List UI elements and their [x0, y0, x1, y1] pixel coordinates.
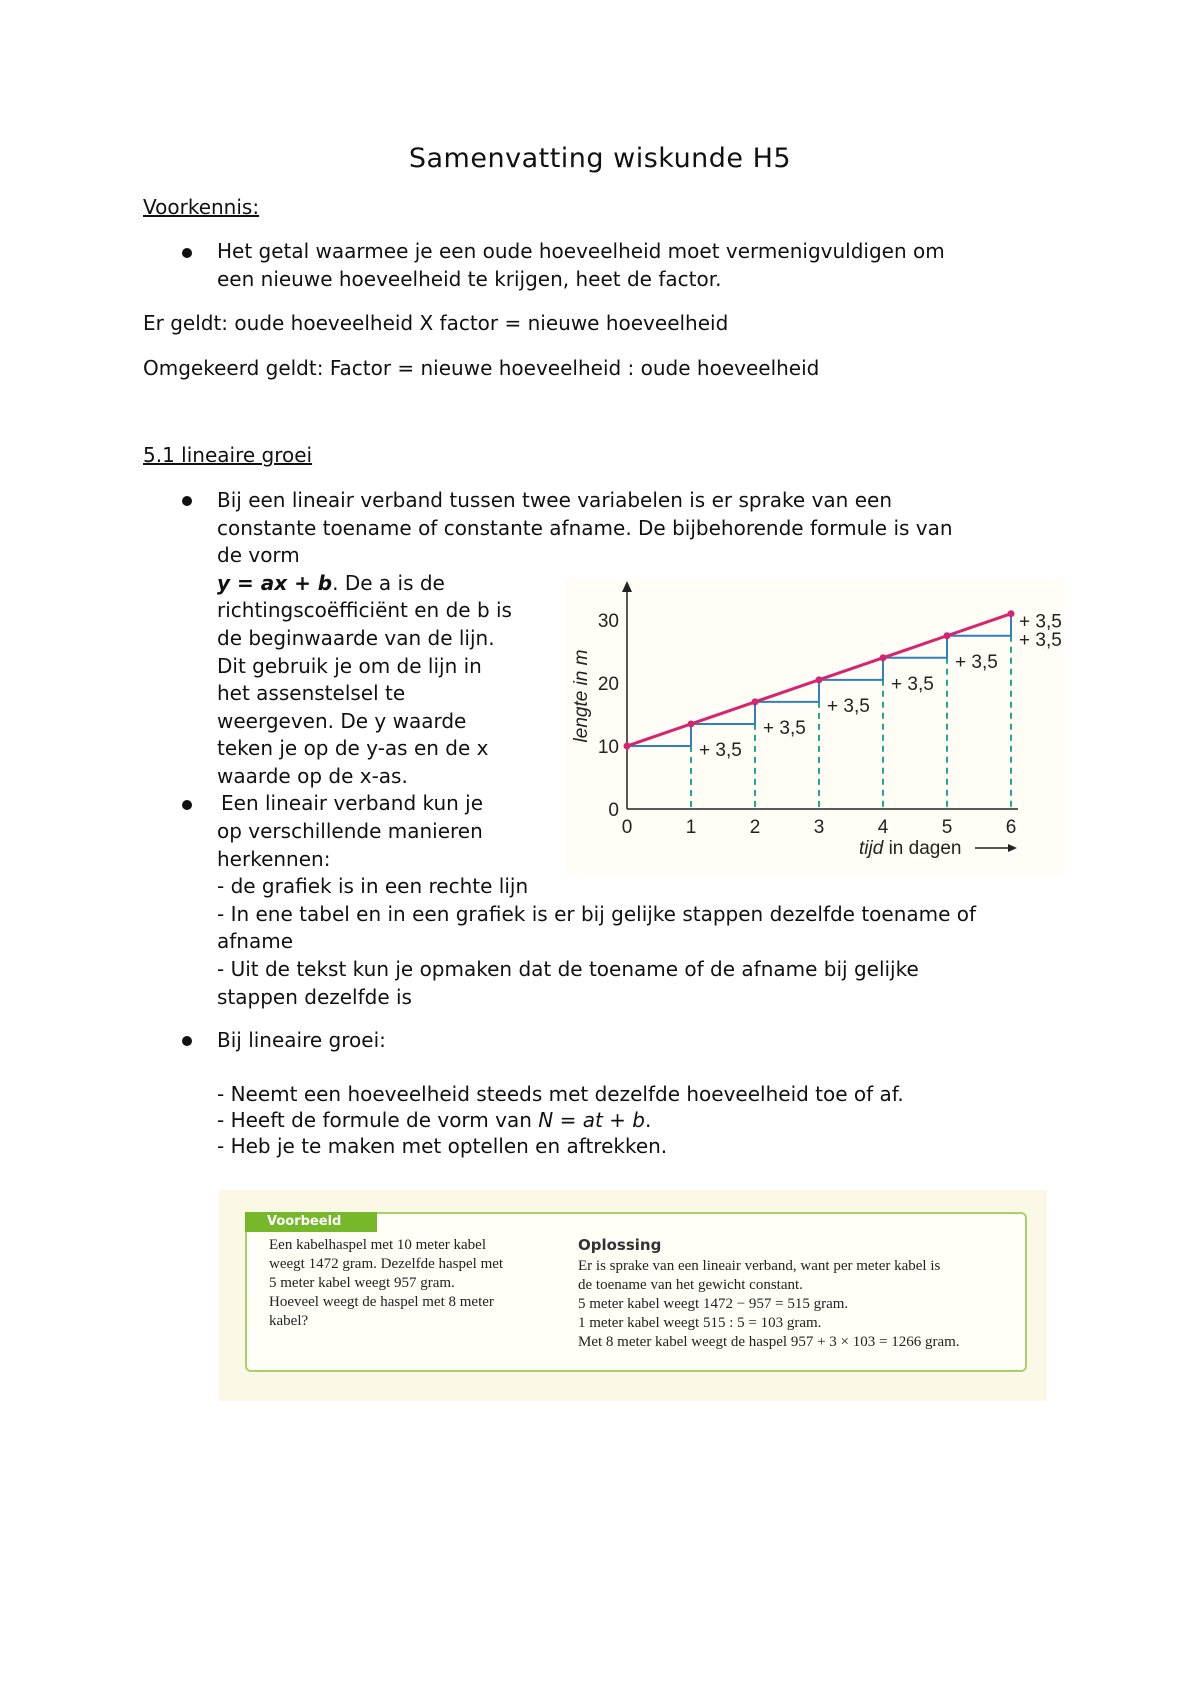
step-label: + 3,5	[955, 651, 998, 673]
solution-line: de toename van het gewicht constant.	[578, 1277, 803, 1293]
text-line: het assenstelsel te	[217, 681, 406, 705]
text-line: Bij lineaire groei:	[217, 1028, 386, 1052]
solution-line: 1 meter kabel weegt 515 : 5 = 103 gram.	[578, 1315, 822, 1331]
x-tick-label: 5	[941, 817, 953, 838]
text-line: - Heb je te maken met optellen en aftrekken.	[217, 1134, 668, 1158]
x-tick-label: 6	[1005, 817, 1017, 838]
y-tick-label: 20	[597, 674, 619, 695]
solution-heading: Oplossing	[578, 1236, 662, 1254]
linear-growth-chart	[565, 578, 1065, 874]
x-axis-label-rest: in dagen	[883, 838, 962, 859]
text-line: stappen dezelfde is	[217, 985, 412, 1009]
x-axis-label	[859, 838, 961, 859]
text-line: afname	[217, 929, 294, 953]
step-label: + 3,5	[827, 695, 870, 717]
question-line: weegt 1472 gram. Dezelfde haspel met	[269, 1256, 504, 1272]
solution-line: 5 meter kabel weegt 1472 − 957 = 515 gram.	[578, 1296, 849, 1312]
example-tab: Voorbeeld	[245, 1212, 377, 1232]
data-point	[752, 698, 759, 705]
step-label: + 3,5	[1019, 629, 1062, 651]
data-point	[816, 676, 823, 683]
text-line: op verschillende manieren	[217, 819, 483, 843]
data-point	[1008, 610, 1015, 617]
y-tick-label: 0	[608, 800, 619, 821]
text-line: Een lineair verband kun je	[221, 791, 484, 815]
y-tick-label: 10	[597, 737, 619, 758]
rule-line: Er geldt: oude hoeveelheid X factor = nieuwe hoeveelheid	[143, 311, 729, 335]
question-line: Hoeveel weegt de haspel met 8 meter	[269, 1294, 494, 1310]
y-axis-label: lengte in m	[571, 649, 592, 743]
question-line: kabel?	[269, 1313, 309, 1329]
voorkennis-bullet-line1: Het getal waarmee je een oude hoeveelheid moet vermenigvuldigen om	[217, 239, 945, 263]
bullet	[182, 248, 192, 258]
formula-line	[217, 1107, 651, 1135]
inverse-rule-line: Omgekeerd geldt: Factor = nieuwe hoeveelheid : oude hoeveelheid	[143, 356, 820, 380]
text-line: weergeven. De y waarde	[217, 709, 467, 733]
x-axis-label-italic: tijd	[859, 838, 884, 859]
question-line: Een kabelhaspel met 10 meter kabel	[269, 1237, 486, 1253]
x-tick-label: 1	[685, 817, 697, 838]
text-line: Bij een lineair verband tussen twee variabelen is er sprake van een	[217, 488, 892, 512]
x-tick-label: 4	[877, 817, 889, 838]
text-line: teken je op de y-as en de x	[217, 736, 489, 760]
text-fragment: - Heeft de formule de vorm van	[217, 1108, 539, 1132]
formula: N = at + b	[538, 1108, 645, 1132]
x-tick-label: 2	[749, 817, 761, 838]
text-fragment: .	[644, 1108, 652, 1132]
text-line: de beginwaarde van de lijn.	[217, 626, 495, 650]
text-line: - Neemt een hoeveelheid steeds met dezelfde hoeveelheid toe of af.	[217, 1082, 904, 1106]
question-line: 5 meter kabel weegt 957 gram.	[269, 1275, 455, 1291]
voorkennis-bullet-line2: een nieuwe hoeveelheid te krijgen, heet de factor.	[217, 267, 722, 291]
step-label: + 3,5	[1019, 611, 1062, 633]
text-line: constante toename of constante afname. De bijbehorende formule is van	[217, 516, 953, 540]
x-tick-label: 3	[813, 817, 825, 838]
text-line: richtingscoëfficiënt en de b is	[217, 598, 512, 622]
text-line: Dit gebruik je om de lijn in	[217, 654, 482, 678]
data-point	[880, 654, 887, 661]
text-line: waarde op de x-as.	[217, 764, 408, 788]
data-point	[624, 743, 631, 750]
step-label: + 3,5	[891, 673, 934, 695]
text-line: - Uit de tekst kun je opmaken dat de toename of de afname bij gelijke	[217, 957, 919, 981]
text-line: herkennen:	[217, 847, 331, 871]
bullet	[182, 496, 192, 506]
text-line: - de grafiek is in een rechte lijn	[217, 874, 529, 898]
solution-line: Met 8 meter kabel weegt de haspel 957 + 3 × 103 = 1266 gram.	[578, 1334, 960, 1350]
section-heading: 5.1 lineaire groei	[143, 443, 313, 467]
step-label: + 3,5	[763, 717, 806, 739]
voorkennis-heading: Voorkennis:	[143, 195, 260, 219]
text-fragment: . De a is de	[332, 571, 445, 595]
data-point	[944, 632, 951, 639]
page-title: Samenvatting wiskunde H5	[408, 143, 792, 174]
data-point	[688, 720, 695, 727]
bullet	[182, 800, 192, 810]
y-tick-label: 30	[597, 611, 619, 632]
step-label: + 3,5	[699, 740, 742, 761]
formula-line	[217, 570, 445, 598]
text-line: - In ene tabel en in een grafiek is er bij gelijke stappen dezelfde toename of	[217, 902, 977, 926]
formula: y = ax + b	[217, 571, 333, 595]
bullet	[182, 1036, 192, 1046]
solution-line: Er is sprake van een lineair verband, want per meter kabel is	[578, 1258, 941, 1274]
text-line: de vorm	[217, 543, 300, 567]
x-tick-label: 0	[621, 817, 633, 838]
